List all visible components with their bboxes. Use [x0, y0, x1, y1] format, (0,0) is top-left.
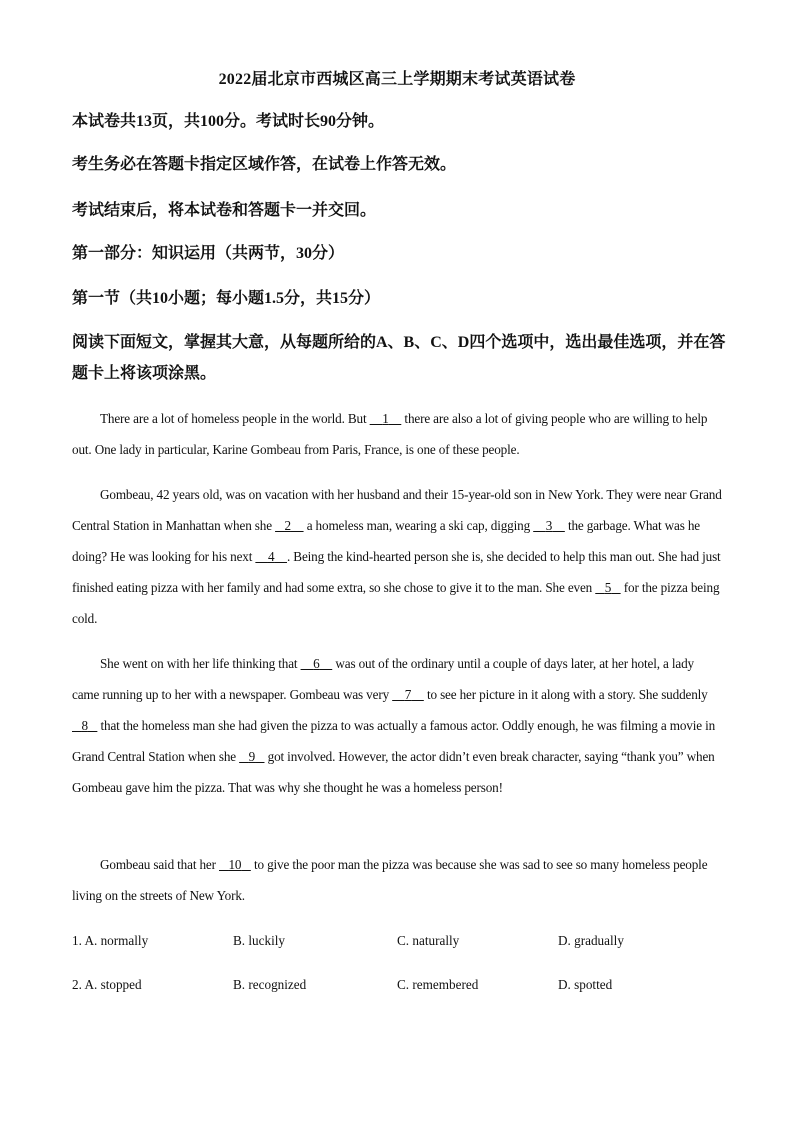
- blank-3: 3: [545, 518, 553, 533]
- blank-7: 7: [404, 687, 412, 702]
- instruction-answer-area: 考生务必在答题卡指定区域作答，在试卷上作答无效。: [72, 156, 457, 173]
- page-title: 2022届北京市西城区高三上学期期末考试英语试卷: [218, 71, 576, 88]
- blank-4: 4: [267, 549, 275, 564]
- question-1-options: [72, 933, 724, 953]
- q2-option-c: C. remembered: [397, 977, 479, 992]
- question-2-options: [72, 977, 724, 997]
- blank-1: 1: [382, 411, 389, 426]
- reading-directions: 阅读下面短文，掌握其大意，从每题所给的A、B、C、D四个选项中，选出最佳选项，并在答题卡上将该项涂黑。: [72, 334, 726, 382]
- section-heading-1: 第一节（共10小题；每小题1.5分，共15分）: [72, 290, 381, 307]
- blank-10: 10: [228, 857, 242, 872]
- passage-paragraph-3: She went on with her life thinking that 6 was out of the ordinary until a couple of days later, at her hotel, a lady came running up to her with a newspaper. Gombeau was very 7 to see her picture in it along with a story. She suddenly 8 that the homeless man she had given the pizza to was actually a famous actor. Oddly enough, he was filming a movie in Grand Central Station when she 9 got involved. However, the actor didn’t even break character, saying “thank you” when Gombeau gave him the pizza. That was why she thought he was a homeless person!: [72, 656, 716, 795]
- passage-paragraph-1: There are a lot of homeless people in the world. But 1 there are also a lot of giving people who are willing to help out. One lady in particular, Karine Gombeau from Paris, France, is one of these people.: [72, 411, 708, 457]
- q1-option-b: B. luckily: [233, 933, 286, 948]
- q1-option-c: C. naturally: [397, 933, 460, 948]
- q2-option-b: B. recognized: [233, 977, 307, 992]
- blank-8: 8: [81, 718, 88, 733]
- passage-paragraph-2: Gombeau, 42 years old, was on vacation with her husband and their 15-year-old son in New York. They were near Grand Central Station in Manhattan when she 2 a homeless man, wearing a ski cap, digging 3 the garbage. What was he doing? He was looking for his next 4 . Being the kind-hearted person she is, she decided to help this man out. She had just finished eating pizza with her family and had some extra, so she chose to give it to the man. She even 5 for the pizza being cold.: [72, 487, 722, 626]
- instruction-pages: 本试卷共13页，共100分。考试时长90分钟。: [72, 113, 385, 130]
- section-heading-part1: 第一部分：知识运用（共两节，30分）: [72, 245, 345, 262]
- instruction-return: 考试结束后，将本试卷和答题卡一并交回。: [72, 202, 377, 219]
- blank-5: 5: [604, 580, 612, 595]
- q2-option-a: 2. A. stopped: [72, 977, 142, 992]
- passage-paragraph-4: Gombeau said that her 10 to give the poor man the pizza was because she was sad to see so many homeless people living on the streets of New York.: [72, 857, 708, 903]
- q1-option-a: 1. A. normally: [72, 933, 149, 948]
- q1-option-d: D. gradually: [558, 933, 624, 948]
- blank-9: 9: [248, 749, 256, 764]
- q2-option-d: D. spotted: [558, 977, 613, 992]
- blank-6: 6: [313, 656, 320, 671]
- blank-2: 2: [284, 518, 291, 533]
